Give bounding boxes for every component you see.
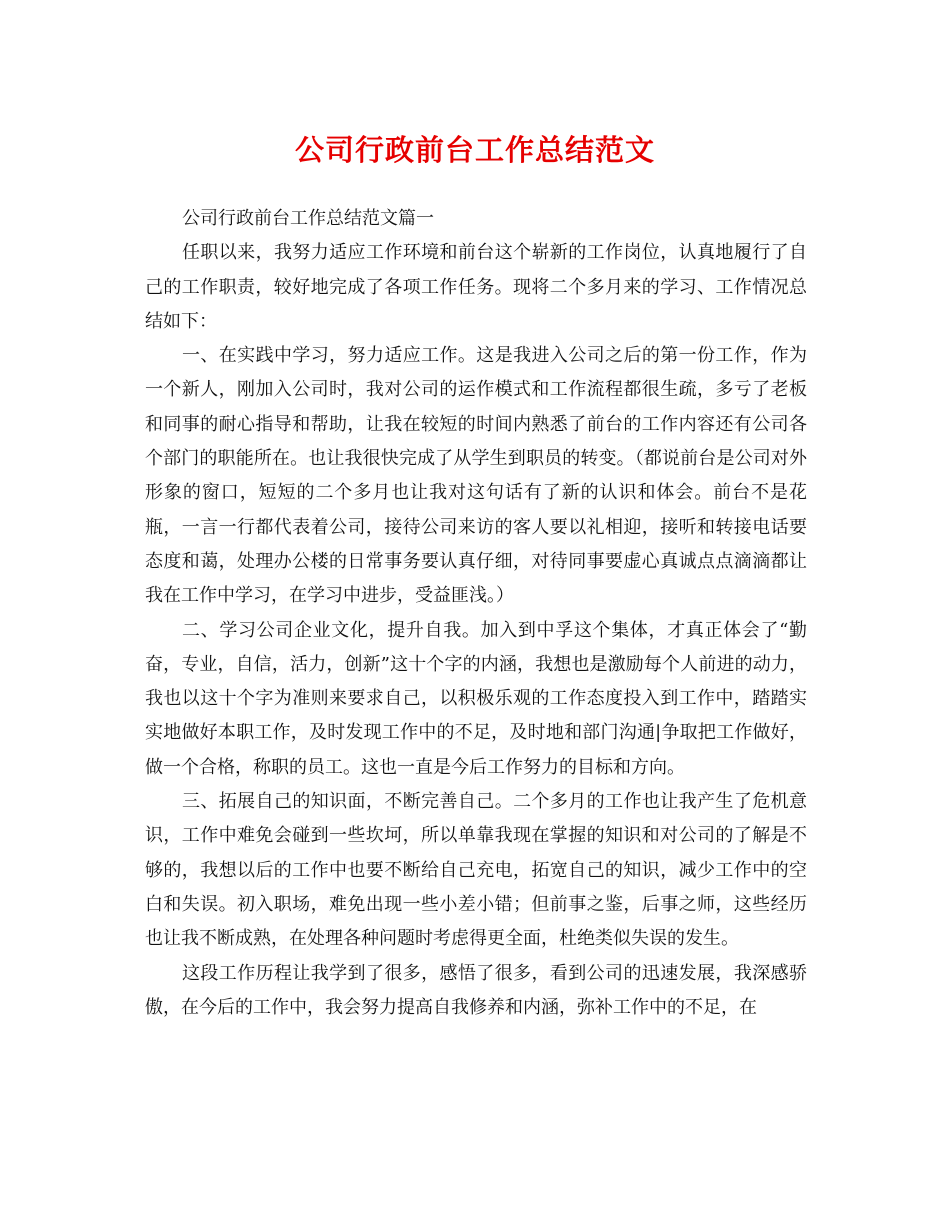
paragraph-conclusion: 这段工作历程让我学到了很多，感悟了很多，看到公司的迅速发展，我深感骄傲，在今后的工作中，我会努力提高自我修养和内涵，弥补工作中的不足，在 — [145, 962, 807, 1018]
document-title: 公司行政前台工作总结范文 — [294, 133, 655, 167]
paragraph-heading: 公司行政前台工作总结范文篇一 — [182, 208, 434, 229]
paragraph-point-one: 一、在实践中学习，努力适应工作。这是我进入公司之后的第一份工作，作为一个新人，刚加入公司时，我对公司的运作模式和工作流程都很生疏，多亏了老板和同事的耐心指导和帮助，让我在较短的时间内熟悉了前台的工作内容还有公司各个部门的职能所在。也让我很快完成了从学生到职员的转变。（都说前台是公司对外形象的窗口，短短的二个多月也让我对这句话有了新的认识和体会。前台不是花瓶，一言一行都代表着公司，接待公司来访的客人要以礼相迎，接听和转接电话要态度和蔼，处理办公楼的日常事务要认真仔细，对待同事要虚心真诚点点滴滴都让我在工作中学习，在学习中进步，受益匪浅。） — [145, 345, 807, 607]
paragraph-point-two: 二、学习公司企业文化，提升自我。加入到中孚这个集体，才真正体会了“勤奋，专业，自信，活力，创新”这十个字的内涵，我想也是激励每个人前进的动力，我也以这十个字为准则来要求自己，以积极乐观的工作态度投入到工作中，踏踏实实地做好本职工作，及时发现工作中的不足，及时地和部门沟通|争取把工作做好，做一个合格，称职的员工。这也一直是今后工作努力的目标和方向。 — [145, 619, 807, 778]
paragraph-intro: 任职以来，我努力适应工作环境和前台这个崭新的工作岗位，认真地履行了自己的工作职责，较好地完成了各项工作任务。现将二个多月来的学习、工作情况总结如下： — [145, 242, 807, 332]
paragraph-point-three: 三、拓展自己的知识面，不断完善自己。二个多月的工作也让我产生了危机意识，工作中难免会碰到一些坎坷，所以单靠我现在掌握的知识和对公司的了解是不够的，我想以后的工作中也要不断给自己充电，拓宽自己的知识，减少工作中的空白和失误。初入职场，难免出现一些小差小错；但前事之鉴，后事之师，这些经历也让我不断成熟，在处理各种问题时考虑得更全面，杜绝类似失误的发生。 — [145, 791, 807, 950]
document-body — [145, 202, 807, 1025]
